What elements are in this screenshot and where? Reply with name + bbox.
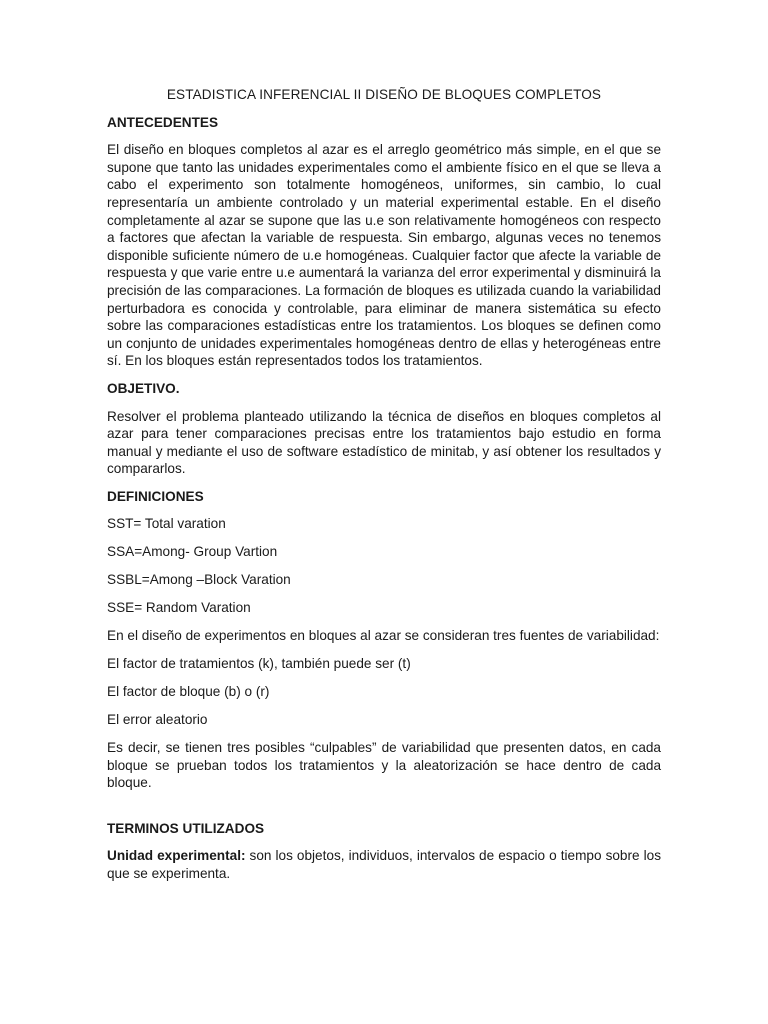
definition-ssbl: SSBL=Among –Block Varation (107, 572, 291, 588)
fuente-error: El error aleatorio (107, 711, 208, 727)
paragraph-fuentes-intro: En el diseño de experimentos en bloques al azar se consideran tres fuentes de variabilidad: (107, 628, 660, 644)
definition-sse: SSE= Random Varation (107, 600, 251, 616)
fuente-bloque: El factor de bloque (b) o (r) (107, 683, 270, 699)
heading-objetivo: OBJETIVO. (107, 380, 180, 396)
paragraph-objetivo: Resolver el problema planteado utilizando la técnica de diseños en bloques completos al azar para tener comparaciones precisas entre los tratamientos bajo estudio en forma manual y mediante el uso de software estadístico de minitab, y así obtener los resultados y compararlos. (107, 408, 661, 477)
definition-sst: SST= Total varation (107, 516, 226, 532)
document-title: ESTADISTICA INFERENCIAL II DISEÑO DE BLOQUES COMPLETOS (166, 87, 602, 102)
heading-antecedentes: ANTECEDENTES (107, 114, 219, 130)
document-page (107, 86, 661, 893)
heading-definiciones: DEFINICIONES (107, 488, 204, 504)
paragraph-unidad-experimental (107, 847, 661, 882)
spacer (107, 802, 661, 820)
definition-ssa: SSA=Among- Group Vartion (107, 544, 278, 560)
paragraph-conclusion: Es decir, se tienen tres posibles “culpables” de variabilidad que presenten datos, en cada bloque se prueban todos los tratamientos y la aleatorización se hace dentro de cada bloque. (107, 739, 661, 791)
paragraph-antecedentes: El diseño en bloques completos al azar es el arreglo geométrico más simple, en el que se supone que tanto las unidades experimentales como el ambiente físico en el que se lleva a cabo el experimento son totalmente homogéneos, uniformes, sin cambio, lo cual representaría un ambiente controlado y un material experimental estable. En el diseño completamente al azar se supone que las u.e son relativamente homogéneos con respecto a factores que afectan la variable de respuesta. Sin embargo, algunas veces no tenemos disponible suficiente número de u.e homogéneas. Cualquier factor que afecte la variable de respuesta y que varie entre u.e aumentará la varianza del error experimental y disminuirá la precisión de las comparaciones. La formación de bloques es utilizada cuando la variabilidad perturbadora es conocida y controlable, para eliminar de manera sistemática su efecto sobre las comparaciones estadísticas entre los tratamientos. Los bloques se definen como un conjunto de unidades experimentales homogéneas dentro de ellas y heterogéneas entre sí. En los bloques están representados todos los tratamientos. (107, 142, 661, 369)
definition-unidad-experimental: son los objetos, individuos, intervalos de espacio o tiempo sobre los que se experimenta. (107, 848, 661, 881)
term-unidad-experimental: Unidad experimental: (107, 848, 246, 864)
heading-terminos: TERMINOS UTILIZADOS (107, 820, 265, 836)
fuente-tratamientos: El factor de tratamientos (k), también puede ser (t) (107, 656, 411, 671)
